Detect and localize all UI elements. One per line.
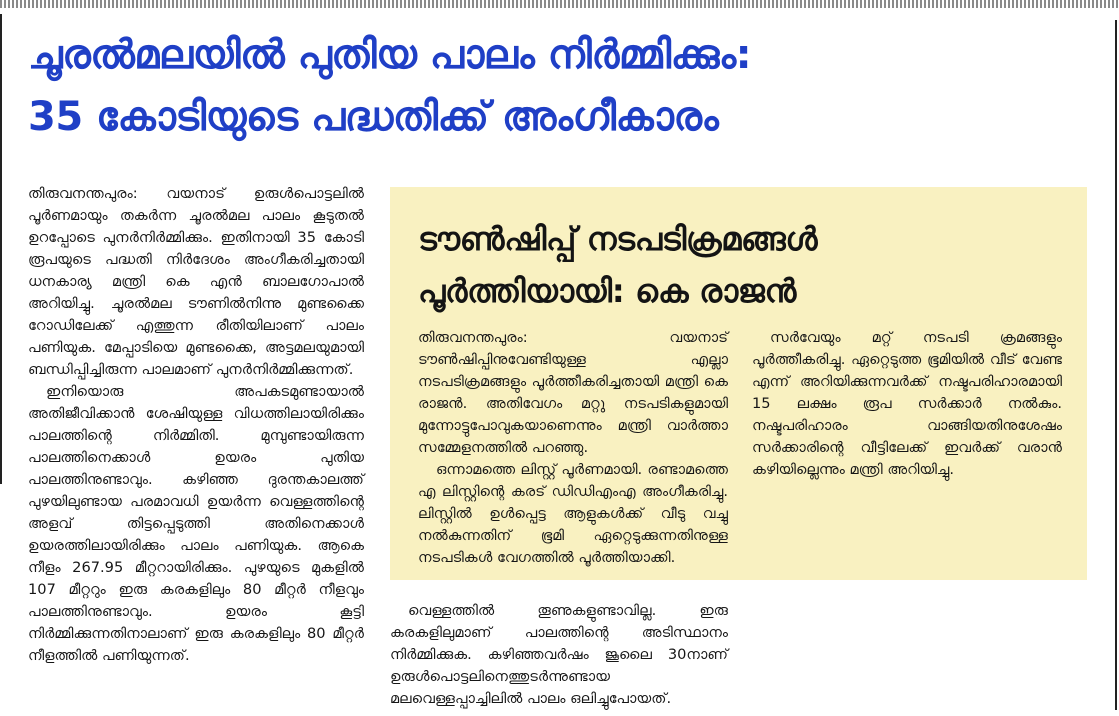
sidebar-paragraph-2: ഒന്നാമത്തെ ലിസ്റ്റ് പൂർണമായി. രണ്ടാമത്തെ എ ലിസ്റ്റിന്റെ കരട് ഡിഡിഎംഎ അംഗീകരിച്ചു. ലിസ്റ്റിൽ ഉൾപ്പെട്ട ആളുകൾക്ക് വീടു വച്ചു നൽകുന്നതിന് ഭൂമി ഏറ്റെടുക്കുന്നതിനുള്ള നടപടികൾ വേഗത്തിൽ പൂർത്തിയാക്കി.: [418, 461, 728, 566]
headline-line-1: ചൂരൽമലയിൽ പുതിയ പാലം നിർമ്മിക്കും:: [28, 32, 752, 78]
sidebar-paragraph-3: സർവേയും മറ്റ് നടപടി ക്രമങ്ങളും പൂർത്തീകരിച്ചു. ഏറ്റെടുത്ത ഭൂമിയിൽ വീട് വേണ്ട എന്ന് അറിയിക്കുന്നവർക്ക് നഷ്ടപരിഹാരമായി 15 ലക്ഷം രൂപ സർക്കാർ നൽകും. നഷ്ടപരിഹാരം വാങ്ങിയതിനുശേഷം സർക്കാരിന്റെ വീട്ടിലേക്ക് ഇവർക്ക് വരാൻ കഴിയില്ലെന്നും മന്ത്രി അറിയിച്ചു.: [752, 329, 1062, 478]
sidebar-headline-line-2: പൂർത്തിയായി: കെ രാജൻ: [418, 272, 797, 310]
sidebar-column-2: [752, 327, 1062, 481]
story-column-2: [390, 600, 728, 710]
top-border: [0, 0, 1119, 8]
sidebar-box: [390, 187, 1087, 580]
story-paragraph-3: വെള്ളത്തിൽ തൂണുകളുണ്ടാവില്ല. ഇരു കരകളിലുമാണ് പാലത്തിന്റെ അടിസ്ഥാനം നിർമ്മിക്കുക. കഴിഞ്ഞവർഷം ജൂലൈ 30നാണ് ഉരുൾപൊട്ടലിനെത്തുടർന്നുണ്ടായ മലവെള്ളപ്പാച്ചിലിൽ പാലം ഒലിച്ചുപോയത്.: [390, 602, 728, 707]
sidebar-column-1: [418, 327, 728, 569]
story-paragraph-2: ഇനിയൊരു അപകടമുണ്ടായാൽ അതിജീവിക്കാൻ ശേഷിയുള്ള വിധത്തിലായിരിക്കും പാലത്തിന്റെ നിർമ്മിതി. മുമ്പുണ്ടായിരുന്ന പാലത്തിനെക്കാൾ ഉയരം പുതിയ പാലത്തിനുണ്ടാവും. കഴിഞ്ഞ ദുരന്തകാലത്ത് പുഴയിലുണ്ടായ പരമാവധി ഉയർന്ന വെള്ളത്തിന്റെ അളവ് തിട്ടപ്പെടുത്തി അതിനെക്കാൾ ഉയരത്തിലായിരിക്കും പാലം പണിയുക. ആകെ നീളം 267.95 മീറ്ററായിരിക്കും. പുഴയുടെ മുകളിൽ 107 മീറ്ററും ഇരു കരകളിലും 80 മീറ്റർ നീളവും പാലത്തിനുണ്ടാവും. ഉയരം കൂട്ടി നിർമ്മിക്കുന്നതിനാലാണ് ഇരു കരകളിലും 80 മീറ്റർ നീളത്തിൽ പണിയുന്നത്.: [28, 383, 364, 664]
story-paragraph-1: തിരുവനന്തപുരം: വയനാട് ഉരുൾപൊട്ടലിൽ പൂർണമായും തകർന്ന ചൂരൽമല പാലം കൂടുതൽ ഉറപ്പോടെ പുനർനിർമ്മിക്കും. ഇതിനായി 35 കോടി രൂപയുടെ പദ്ധതി നിർദേശം അംഗീകരിച്ചതായി ധനകാര്യ മന്ത്രി കെ എൻ ബാലഗോപാൽ അറിയിച്ചു. ചൂരൽമല ടൗണിൽനിന്നു മുണ്ടക്കൈ റോഡിലേക്ക് എത്തുന്ന രീതിയിലാണ് പാലം പണിയുക. മേപ്പാടിയെ മുണ്ടക്കൈ, അട്ടമലയുമായി ബന്ധിപ്പിച്ചിരുന്ന പാലമാണ് പുനർനിർമ്മിക്കുന്നത്.: [28, 185, 364, 378]
right-column-rule: [1115, 20, 1117, 710]
left-column-rule: [0, 14, 2, 484]
sidebar-headline-line-1: ടൗൺഷിപ്പ് നടപടിക്രമങ്ങൾ: [418, 220, 818, 258]
sidebar-paragraph-1: തിരുവനന്തപുരം: വയനാട് ടൗൺഷിപ്പിനുവേണ്ടിയുള്ള എല്ലാ നടപടിക്രമങ്ങളും പൂർത്തീകരിച്ചതായി മന്ത്രി കെ രാജൻ. അതിവേഗം മറ്റു നടപടികളുമായി മുന്നോട്ടുപോവുകയാണെന്നും മന്ത്രി വാർത്താ സമ്മേളനത്തിൽ പറഞ്ഞു.: [418, 329, 728, 456]
headline-line-2: 35 കോടിയുടെ പദ്ധതിക്ക് അംഗീകാരം: [28, 94, 719, 140]
story-column-1: [28, 183, 364, 667]
sidebar-headline: [418, 213, 1068, 317]
main-headline: [28, 24, 1108, 148]
